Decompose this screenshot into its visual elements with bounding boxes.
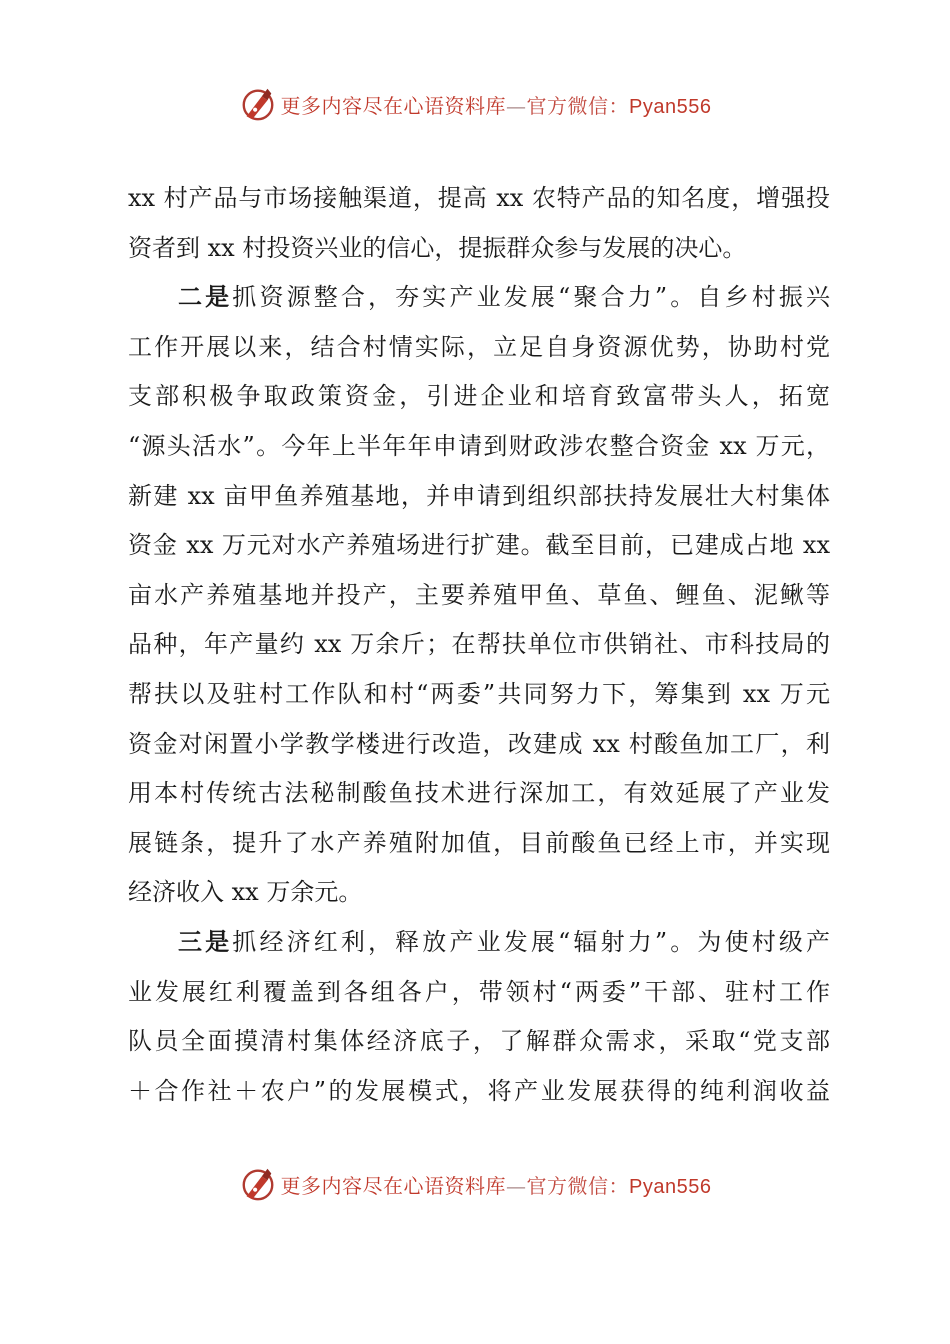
paragraph-2-line: 资金对闲置小学教学楼进行改造，改建成 xx 村酸鱼加工厂，利	[128, 729, 830, 758]
watermark-text	[281, 1170, 712, 1199]
watermark-dash: —	[506, 1173, 527, 1198]
paragraph-2-line: 新建 xx 亩甲鱼养殖基地，并申请到组织部扶持发展壮大村集体	[128, 481, 830, 510]
paragraph-2-line: 展链条，提升了水产养殖附加值，目前酸鱼已经上市，并实现	[128, 828, 830, 857]
paragraph-3-first-line	[128, 918, 830, 968]
paragraph-2-first-rest: 抓资源整合，夯实产业发展“聚合力”。自乡村振兴	[232, 283, 830, 312]
watermark-main: 更多内容尽在心语资料库	[280, 93, 507, 118]
paragraph-2-line: 帮扶以及驻村工作队和村“两委”共同努力下，筹集到 xx 万元	[128, 679, 830, 708]
fountain-pen-logo-icon	[239, 1165, 277, 1203]
paragraph-1-line-2: 资者到 xx 村投资兴业的信心，提振群众参与发展的决心。	[128, 233, 747, 262]
watermark-id: Pyan556	[629, 95, 712, 118]
paragraph-1-line-1: xx 村产品与市场接触渠道，提高 xx 农特产品的知名度，增强投	[128, 184, 830, 212]
fountain-pen-logo-icon	[239, 85, 277, 123]
watermark-account: 官方微信：	[526, 93, 630, 118]
paragraph-3-line: 队员全面摸清村集体经济底子，了解群众需求，采取“党支部	[128, 1027, 830, 1056]
paragraph-2-line: 资金 xx 万元对水产养殖场进行扩建。截至目前，已建成占地 xx	[128, 531, 830, 560]
watermark-dash: —	[506, 93, 527, 118]
paragraph-2-line: 用本村传统古法秘制酸鱼技术进行深加工，有效延展了产业发	[128, 779, 830, 808]
paragraph-2-line: 亩水产养殖基地并投产，主要养殖甲鱼、草鱼、鲤鱼、泥鳅等	[128, 580, 830, 609]
paragraph-2-first-line	[128, 273, 830, 323]
header-watermark	[0, 84, 950, 124]
paragraph-3-line: 业发展红利覆盖到各组各户，带领村“两委”干部、驻村工作	[128, 977, 830, 1006]
paragraph-2-line: 经济收入 xx 万余元。	[128, 878, 363, 907]
footer-watermark	[0, 1164, 950, 1204]
paragraph-3-first-rest: 抓经济红利，释放产业发展“辐射力”。为使村级产	[232, 927, 830, 956]
watermark-text	[281, 90, 712, 119]
watermark-account: 官方微信：	[526, 1173, 630, 1198]
paragraph-2-line: “源头活水”。今年上半年年申请到财政涉农整合资金 xx 万元，	[128, 431, 830, 460]
paragraph-3-line: ＋合作社＋农户”的发展模式，将产业发展获得的纯利润收益	[128, 1076, 830, 1105]
document-body	[128, 174, 830, 1116]
paragraph-3-lead: 三是	[178, 927, 233, 956]
paragraph-2-line: 工作开展以来，结合村情实际，立足自身资源优势，协助村党	[128, 332, 830, 361]
paragraph-2-line: 支部积极争取政策资金，引进企业和培育致富带头人，拓宽	[128, 382, 830, 411]
watermark-id: Pyan556	[629, 1175, 712, 1198]
paragraph-2-lead: 二是	[178, 283, 233, 312]
paragraph-2-line: 品种，年产量约 xx 万余斤；在帮扶单位市供销社、市科技局的	[128, 630, 830, 659]
watermark-main: 更多内容尽在心语资料库	[280, 1173, 507, 1198]
